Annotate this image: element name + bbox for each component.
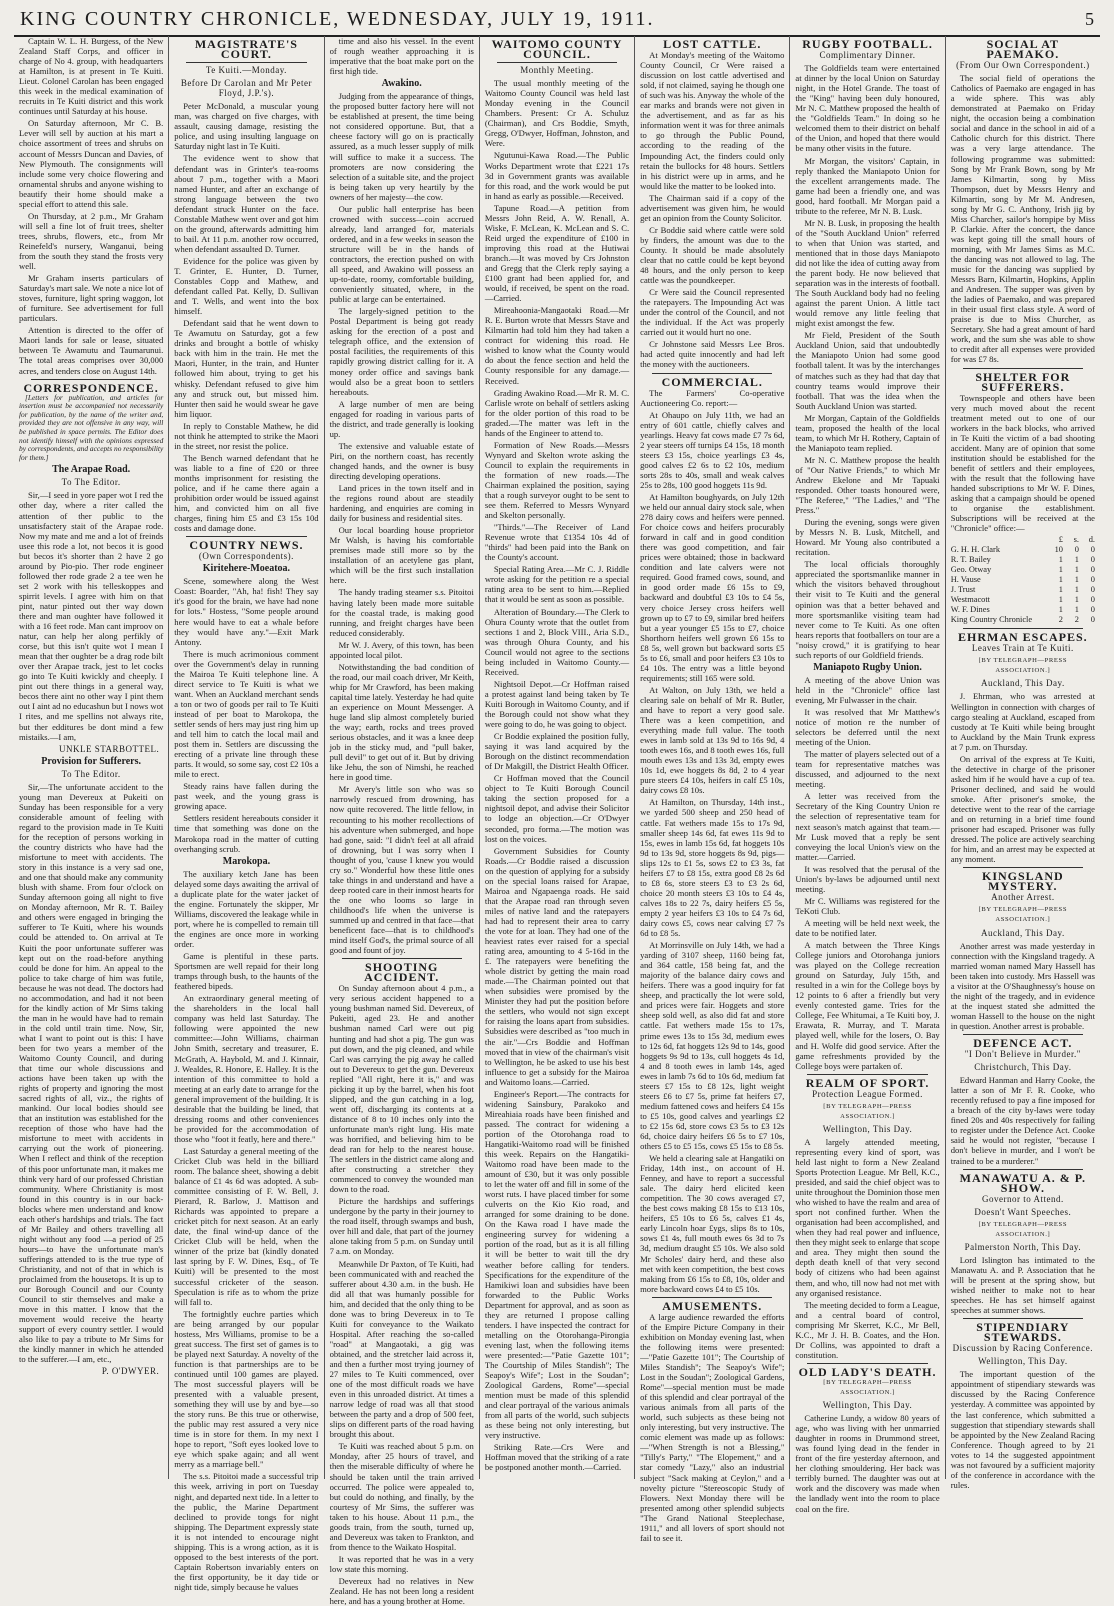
column-6 <box>790 36 945 1514</box>
column-1 <box>14 36 169 1479</box>
pounds-amount: 1 <box>1058 555 1063 565</box>
article-paragraph: Cr Hoffman moved that the Council object to Te Kuiti Borough Council taking the section proposed for a nightsoil depot, and advise their Solicitor to lodge an objection.—Cr O'Dwyer seconded, pro forma.—The motion was lost on the voices. <box>484 773 630 844</box>
article-paragraph: At Morrinsville on July 14th, we had a yarding of 3107 sheep, 1160 being fat, and 364 cattle, 158 being fat, and the majority of the balance dairy cows and heifers. There was a good inquiry for fat sheep, and practically the lot were sold, and prices were fair. Hoggets and store sheep sold well, as also did fat and store cattle. Fat wethers made 15s to 17s, prime ewes 13s to 15s 3d, medium ewes to 12s 6d, fat hoggets 12s 9d to 14s, good hoggets 9s 9d to 13s, cull hoggets 4s 1d, 4 and 8 tooth ewes in lamb 14s, aged ewes in lamb 7s 6d to 10s 6d, medium fat steers £7 15s to £8 12s, light weight steers £6 to £7 5s, prime fat heifers £7, medium fattened cows and heifers £4 15s to £5 10s, good calves and yearlings £2 to £2 15s 6d, store cows £3 5s to £3 12s 6d, choice dairy heifers £6 5s to £7 10s, others £5 to £5 15s, cows £5 15s to £8 5s. <box>640 940 785 1152</box>
article-paragraph: In reply to Constable Mathew, he did not think he attempted to strike the Maori in the street, nor resist the police. <box>174 420 319 451</box>
pence-amount: 0 <box>1090 575 1095 585</box>
article-paragraph: At Hamilton, on Thursday, 14th inst., we yarded 500 sheep and 250 head of cattle. Fat wethers made 15s to 17s 9d, smaller sheep 14s 6d, fat ewes 11s 9d to 15s, ewes in lamb 15s 6d, fat hoggets 10s 9d to 13s 9d, store hoggets 8s 9d, pigs—slips 12s to £1 5s, sows £2 to £3 3s, fat heifers £7 to £8 15s, extra good £8 2s 6d to £8 6s, store steers £3 to £3 2s 6d, choice 20 month steers £3 10s to £4 4s, calves 18s to 22 7s, dairy heifers £5 5s, empty 2 year heifers £3 10s to £4 7s 6d, dairy cows £5, cows near calving £7 7s 6d to £8 5s. <box>640 797 785 939</box>
section-subheading: Monthly Meeting. <box>520 65 594 76</box>
article-paragraph: The meeting decided to form a League, and a central board of control, comprising Mr Skerret, K.C., Mr Bell, K.C., Mr J. H. B. Coates, and the Hon. Dr Collins, was appointed to draft a constitution. <box>795 1299 940 1360</box>
dateline: Auckland, This Day. <box>980 927 1065 938</box>
district-heading: Marokopa. <box>222 855 271 867</box>
letter-signature: UNKLE STARBOTTEL. <box>59 743 160 754</box>
article-paragraph: The s.s. Pitoitoi made a successful trip this week, arriving in port on Tuesday night, and departed next tide. In a letter to the public, the Marine Department declined to provide tongs for night shipping. The Department expressly state it is not intended to encourage night shipping. This is a wrong action, as it is opposed to the best interests of the port. Captain Robertson invariably enters on the first opportunity, be it day tide or night tide, simply because he values <box>174 1471 319 1592</box>
article-paragraph: Our local boarding house proprietor Mr Walsh, is having his comfortable premises made still more so by the installation of an acetylene gas plant, which will be the first such installation here. <box>329 525 474 586</box>
section-rule <box>963 867 1083 868</box>
article-paragraph: Our public hall enterprise has been crowned with success—coin accrued already, land arranged for, materials ordered, and in a few weeks in season the structure will be in the hands of contractors, the erection pushed on with all speed, and Awakino will possess an up-to-date, roomy, comfortable building, conveniently situated, where, in the public at large can be entertained. <box>329 203 474 305</box>
section-subheading: Another Arrest. <box>991 892 1055 903</box>
pounds-header: £ <box>1058 535 1063 545</box>
article-paragraph: Edward Hanman and Harry Cooke, the latter a son of Mr F. R. Cooke, who recently refused to pay a fine imposed for a breach of the city by-laws were today fined 20s and 40s respectively for failing to register under the Defence Act. Cooke said he would not register, "because I don't believe in murder, and I won't be trained to be a murderer." <box>950 1075 1095 1166</box>
article-paragraph: Formation of New Roads.—Messrs Wynyard and Skelton wrote asking the Council to explain the requirements in the formation of new roads.—The Chairman explained the position, saying that a rough surveyor ought to be sent to see them. Referred to Messrs Wynyard and Skelton personally. <box>484 439 630 521</box>
shillings-amount: 1 <box>1074 585 1079 595</box>
section-rule <box>186 536 306 537</box>
article-paragraph: Picture the hardships and sufferings undergone by the party in their journey to the road itself, through swamps and bush, over hill and dale, that part of the journey alone taking from 5 p.m. on Sunday until 7 a.m. on Monday. <box>329 1196 474 1257</box>
article-paragraph: Striking Rate.—Crs Were and Hoffman moved that the striking of a rate be postponed another month.—Carried. <box>484 1442 630 1473</box>
article-paragraph: An extraordinary general meeting of the shareholders in the local hall company was held last Saturday. The following were appointed the new committee:—John Williams, chairman John Smith, secretary and treasurer, E. McGrath, A. Haybold, M. and J. Kinnair, J. Wealdes, R. Honore, E. Halley. It is the intention of this committee to hold a meeting at an early date to arrange for the general improvement of the building. It is desirable that the building be lined, that dressing rooms and other conveniences be provided for the accommodation of those who "foot it featly, here and there." <box>174 993 319 1144</box>
article-paragraph: Mireahoonia-Mangaotaki Road.—Mr R. E. Burton wrote that Messrs Stave and Kilmartin had told him they had taken a contract for widening this road. He wished to know what the County would do about the fence section and held the County responsible for any damage.—Received. <box>484 305 630 386</box>
letter-body: Sir,—I seed in yore paper wot I red the other day, where a riter called the attention of ther public to the unsatisfactery stait of the Arapae rode. Now my mate and me and a lot of freinds usee this rode a lot, not becos it is good but becos it's shorter than 2 have 2 go around by Pio-pio. Ther rode engineer followed ther rode grade 2 a tee wen he set 2 work with his telleskoppes and spirrit levels. I agree with him on that pint, natur pinted out ther way down there and man oughter have followed it with a 16 feet rode. Man cant improov on natur, can help her along perfikly of corse, but this isn't quite wot I mean I mean that ther oughter be a drag rode bilt over ther Arapae track, jest to let cocks go into Te Kuiti kwickly and cheeply. I pint out there things in a general way, becos there aint no other way I pint them out I aint ad no educashun but I nows wot I rites, and me spellins not always rite, but ther edditures be dont mind a few mistaiks.—I am, <box>19 490 164 742</box>
article-paragraph: Attention is directed to the offer of Maori lands for sale or lease, situated between Te Awamutu and Taumarunui. The total areas comprises over 30,000 acres, and tenders close on August 14th. <box>19 325 164 376</box>
pence-amount: 0 <box>1090 605 1095 615</box>
section-subheading: Discussion by Racing Conference. <box>952 1343 1094 1354</box>
article-paragraph: The local officials thoroughly appreciated the sportsmanlike manner in which the visitors behaved throughout their visit to Te Kuiti and the general opinion was that a better behaved and more sportsmanlike visiting team had never come to Te Kuiti. As one often hears reports that footballers on tour are a "noisy crowd," it is gratifying to hear such reports of our Goldfield friends. <box>795 559 940 660</box>
section-subheading: Complimentary Dinner. <box>819 50 916 61</box>
section-rule <box>807 1074 927 1075</box>
section-heading: DEFENCE ACT. <box>973 1035 1073 1050</box>
column-7 <box>946 36 1100 1490</box>
article-paragraph: Notwithstanding the bad condition of the road, our mail coach driver, Mr Keith, whip for Mr Crawford, has been making capital time lately. Yesterday he had quite an experience on Mount Messenger. A huge land slip almost completely buried the way; earth, rocks and trees proved serious obstacles, and it was a knee deep job in the sticky mud, and "pull baker, pull devil" to get out of it. But by driving like Jehu, the son of Nimshi, he reached here in good time. <box>329 661 474 783</box>
article-paragraph: The auxiliary ketch Jane has been delayed some days awaiting the arrival of a duplicate plate for the water jacket of the engine. Fortunately the skipper, Mr Williams, discovered the leakage while in port, where he is compelled to remain till the engines are once more in working order. <box>174 868 319 949</box>
masthead-title: KING COUNTRY CHRONICLE, WEDNESDAY, JULY 19, 1911. <box>20 8 655 30</box>
section-heading: STIPENDIARY STEWARDS. <box>976 1320 1070 1345</box>
article-paragraph: At Hamilton boughyards, on July 12th we held our annual dairy stock sale, when 278 dairy cows and heifers were penned. For choice cows and heifers procurably forward in calf and in good condition there was good competition, and fair prices were obtained; those in backward condition and late calvers were not required. Good framed cows, sound, and in good order made £6 15s to £9, backward and doubtful £3 10s to £4 5s, very choice Jersey cross heifers well grown up to £7 to £9, similar bred heifers but a year younger £5 15s to £7, choice Shorthorn heifers well grown £6 15s to £8 5s, well grown but backward sorts £5 5s to £6, small and poor heifers £3 10s to £4 10s. The entry was a little beyond requirements; still 165 were sold. <box>640 492 785 683</box>
article-paragraph: Catherine Lundy, a widow 80 years of age, who was living with her unmarried daughter in rooms in Drummond street, was found lying dead in the fender in front of the fire yesterday afternoon, and her clothing smouldering. Her back was terribly burned. The daughter was out at work and the discovery was made when the landlady went into the room to place coal on the fire. <box>795 1413 940 1514</box>
article-paragraph: Mr C. Williams was registered for the TeKoti Club. <box>795 895 940 916</box>
section-heading: COMMERCIAL. <box>661 374 763 389</box>
article-paragraph: Special Rating Area.—Mr C. J. Riddle wrote asking for the petition re a special rating area to be sent to him.—Replied that it would be sent as soon as possible. <box>484 564 630 605</box>
page-number: 5 <box>1085 9 1094 29</box>
subscription-rows <box>951 545 1095 625</box>
pounds-amount: 1 <box>1058 575 1063 585</box>
section-subheading: (From Our Own Correspondent.) <box>956 60 1090 71</box>
editorial-note: [Letters for publication, and articles for insertion must be accompanied not necessarily for publication, by the name of the writer and, provided they are not offensive in any way, will be published in space permits. The Editor does not identify himself with the opinions expressed by correspondents, and accepts no responsibility for them.] <box>19 392 164 462</box>
pounds-amount: 1 <box>1058 565 1063 575</box>
article-paragraph: The Goldfields team were entertained at dinner by the local Union on Saturday night, in the Hotel Grande. The toast of the "King" having been duly honoured, Mr N. C. Matthew proposed the health of the "Goldfields Team." In doing so he welcomed them to their district on behalf of the Union, and hoped that there would be many other visits in the future. <box>795 63 940 154</box>
letter-heading: Provision for Sufferers. <box>41 755 141 767</box>
section-subheading: Protection League Formed. <box>812 1088 923 1099</box>
column-5 <box>635 36 790 1543</box>
pence-amount: 0 <box>1090 555 1095 565</box>
article-paragraph: On Saturday afternoon, Mr C. B. Lever will sell by auction at his mart a choice assortment of trees and shrubs on account of Messrs Duncan and Davies, of New Plymouth. The consignments will include some very choice flowering and ornamental shrubs and anyone wishing to beautify their home should make a special effort to attend this sale. <box>19 118 164 209</box>
shillings-header: s. <box>1073 535 1079 545</box>
article-paragraph: During the evening, songs were given by Messrs N. B. Lusk, Mitchell, and Howard. Mr Young also contributed a recitation. <box>795 517 940 558</box>
shillings-amount: 1 <box>1074 605 1079 615</box>
article-paragraph: Tapune Road.—A petition from Messrs John Reid, A. W. Renall, A. Wiske, F. McLean, K. McLean and S. C. Reid urged the expenditure of £100 in improving this road at the Hutiwai branch.—It was moved by Crs Johnston and Gregg that the Clerk reply saying a £100 grant had been applied for, and would, if received, be spent on the road.—Carried. <box>484 202 630 304</box>
district-heading: Awakino. <box>381 78 422 90</box>
article-paragraph: Mr Morgan, Captain of the Goldfields team, proposed the health of the local team, to which Mr H. Rothery, Captain of the Maniapoto team replied. <box>795 412 940 453</box>
article-paragraph: time and also his vessel. In the event of rough weather approaching it is imperative that the boat make port on the first high tide. <box>329 36 474 77</box>
article-paragraph: Cr Were said the Council represented the ratepayers. The Impounding Act was under the control of the Council, and not the individual. If the Act was properly carried out it would hurt no one. <box>640 287 785 338</box>
section-rule <box>963 1169 1083 1170</box>
section-heading: CORRESPONDENCE. <box>23 380 159 395</box>
subscriber-name: H. Vause <box>950 575 981 585</box>
masthead <box>14 8 1100 37</box>
article-paragraph: Mr Morgan, the visitors' Captain, in reply thanked the Maniapoto Union for the excellent arrangements made. The game had been a friendly one, and was good, hard football. Mr Morgan paid a tribute to the referee, Mr N. B. Lusk. <box>795 155 940 216</box>
section-rule <box>652 1297 772 1298</box>
article-paragraph: The evidence went to show that defendant was in Grinter's tea-rooms about 7 p.m., together with a Maori named Hunter, and after an exchange of strong language between the two defendant struck Hunter on the face. Constable Mathew went over and got him on the ground, afterwards admitting him to bail. At 11 p.m. another row occurred, when defendant assaulted D. Turner. <box>174 153 319 254</box>
section-heading: COUNTRY NEWS. <box>189 538 304 553</box>
subscriber-name: King Country Chronicle <box>950 615 1033 625</box>
letter-body: Sir,—The unfortunate accident to the young man Devereux at Pukeiti on Sunday has been responsible for a very considerable amount of feeling with regard to the provision made in Te Kuiti for the reception of persons working in the country districts who have had the misfortune to meet with accidents. The story in this instance is a very sad one, and one that should make any community blush with shame. From four o'clock on Sunday afternoon going all night to five on Monday afternoon, Mr R. T. Bailey and others were engaged in bringing the sufferer to Te Kuiti, where his wounds could be attended to. On arrival at Te Kuiti the poor unfortunate sufferer was kept out on the road-before anything could be done for him. An appeal to the police to take charge of him was futile, because he was not dead. The doctors had no accommodation, and had it not been for the kindly action of Mr Sims taking the man in he would have had to remain in the cold until train time. Now, Sir, what I want to point out is this: I have been for two years a member of the Waitomo County Council, and during that time our whole discussions and actions have been taken up with the rights of property and ignoring the most sacred rights of all, viz., the rights of mankind. Our local bodies should see that an institution was established for the reception of those who have had the misfortune to meet with accidents in carrying out the work of pioneering. When I reflect and think of the reception of this poor unfortunate man, it makes me think very hard of our professed Christian community. Where Christianity is most found in this country is in our back-blocks where men understand and know each other's hardships and trials. The fact of Mr Bailey and others travelling all night without any food —a period of 25 hours—to have the unfortunate man's sufferings attended to is the true type of Christianity, and not of that in which is proclaimed from the housetops. It is up to our Borough Council and our County Council to stir themselves and make a move in this matter. I know that the movement would receive the hearty support of every country settler. I would also like to pay a tribute to Mr Sims for the kindly manner in which he attended to the sufferer.—I am, etc., <box>19 781 164 1365</box>
shillings-amount: 1 <box>1074 595 1079 605</box>
article-paragraph: Judging from the appearance of things, the proposed butter factory here will not be established at present, the time being not considered opportune. But, that a cheese factory will go on is practically assured, as a much lesser supply of milk will suffice to make it a success. The promoters are now considering the selection of a suitable site, and the project is being taken up very heartily by the owners of her majesty—the cow. <box>329 91 474 202</box>
article-paragraph: Last Saturday a general meeting of the Cricket Club was held in the billiard room. The balance sheet, showing a debit balance of £1 4s 6d was adopted. A sub-committee consisting of F. W. Bell, J. Pierard, R. Barlow, J. Mattison and Richards was appointed to prepare a cricket pitch for next season. At an early date, the final wind-up dance of the Cricket Club will be held, when the winner of the prize bat (kindly donated last spring by F. W. Dines, Esq., of Te Kuiti) will be presented to the most successful cricketer of the season. Speculation is rife as to whom the prize will fall to. <box>174 1145 319 1307</box>
columns <box>14 36 1100 1606</box>
article-paragraph: Engineer's Report.—The contracts for widening Sainsbury, Parakoko and Mireahiaia roads have been finished and passed. The contract for widening a portion of the Otorohanga road to Hangatiki-Waitomo road will be finished this week. Repairs on the Hangatiki-Waitomo road have been made to the amount of £30, but it was only possible to let the water off and fill in some of the worst ruts. I have placed timber for some culverts on the Kio Kio road, and arranged for some draining to be done. On the Kawa road I have made the engineering survey for widening a portion of the road, but as it is all filling it will be better to wait till the dry weather before calling for tenders. Specifications for the expenditure of the Hamikiwi loan and subsidies have been forwarded to the Public Works Department for approval, and as soon as they are returned I propose calling tenders. I have inspected the contract for metalling on the Otorohanga-Pirongia evening last, when the following items were presented:—"Patie Gazette 101"; The Courtship of Miles Standish"; The Seapoy's Wife"; Lost in the Soudan"; Zoological Gardens, Rome"—special mention must be made of this splendid and clear portrayal of the various animals from all parts of the world, such subjects as these being not only interesting, but very instructive. <box>484 1088 630 1441</box>
letter-addressee: To The Editor. <box>61 477 121 488</box>
subscription-list <box>951 535 1095 625</box>
subscription-row <box>951 555 1095 565</box>
article-paragraph: Grading Awakino Road.—Mr R. M. C. Carlisle wrote on behalf of settlers asking for the older portion of this road to be graded.—The matter was left in the hands of the Engineer to attend to. <box>484 387 630 438</box>
shillings-amount: 0 <box>1074 545 1079 555</box>
article-paragraph: A largely attended meeting, representing every kind of sport, was held last night to form a New Zealand Sports Protection League. Mr Bell, K.C., presided, and said the chief object was to unite throughout the Dominion those men who wished to have the realm and area of sport not confined further. When the organisation had been accomplished, and when they had real power and influence, then they might seek to enlarge that scope and area. They might then sound the depth death knell of that very second body of citizens who had been against them, and who, till now had not met with any organised resistance. <box>795 1136 940 1298</box>
article-paragraph: Te Kuiti was reached about 5 p.m. on Monday, after 25 hours of travel, and then the miserable difficulty of where he should be taken until the train arrived occurred. The police were appealed to, but could do nothing, and finally, by the courtesy of Mr Sims, the sufferer was taken to his house. About 11 p.m., the goods train, from the south, turned up, and Devereux was taken to Frankton, and from thence to the Waikato Hospital. <box>329 1441 474 1552</box>
article-paragraph: Townspeople and others have been very much moved about the recent treatment meted out to one of our workers in the back blocks, who arrived in Te Kuiti the victim of a bad shooting accident. Many are of opinion that some institution should be established for the benefit of settlers and their employees, with the result that the following have handed subscriptions to Mr W. F. Dines, asking that a campaign should be opened to organise the establishment. Subscriptions will be received at the "Chronicle" office:— <box>950 392 1095 534</box>
section-rule <box>186 62 306 63</box>
article-paragraph: The usual monthly meeting of the Waitomo County Council was held last Monday evening in the Council Chambers. Present: Cr A. Schuluz (Chairman), and Crs Boddie, Smyth, Gregg, O'Dwyer, Hoffman, Johnston, and Were. <box>484 78 630 149</box>
subscription-row <box>951 615 1095 625</box>
pounds-amount: 10 <box>1054 545 1063 555</box>
section-rule <box>652 373 772 374</box>
article-paragraph: Mr W. J. Avery, of this town, has been appointed local pilot. <box>329 639 474 660</box>
article-paragraph: Ngutunui-Kawa Road.—The Public Works Department wrote that £221 17s 3d in Government grants was available for this road, and the work would be put in hand as early as possible.—Received. <box>484 150 630 201</box>
subscription-row <box>951 585 1095 595</box>
pounds-amount: 1 <box>1058 605 1063 615</box>
pence-amount: 0 <box>1090 615 1095 625</box>
article-paragraph: It was reported that he was in a very low state this morning. <box>329 1553 474 1574</box>
subscriber-name: J. Trust <box>950 585 976 595</box>
article-paragraph: Devereux had no relatives in New Zealand. He has not been long a resident here, and has a young brother at Home. <box>329 1575 474 1606</box>
section-subheading: Te Kuiti.—Monday. <box>205 65 287 76</box>
district-heading: Kiritehere-Moeatoa. <box>202 563 291 575</box>
section-rule <box>342 958 462 959</box>
article-paragraph: It was resolved that Mr Matthew's notice of motion re the number of selectors be deferred until the next meeting of the Union. <box>795 707 940 748</box>
section-heading: SHELTER FOR SUFFERERS. <box>975 369 1071 394</box>
article-paragraph: Alteration of Boundary.—The Clerk to Ohura County wrote that the outlet from sections 1 and 2, Block VIII., Aria S.D., was through Ohura County, and his Council would not agree to the sections being included in Waitomo County.—Received. <box>484 606 630 677</box>
article-paragraph: A large number of men are being engaged for roading in various parts of the district, and trade generally is looking up. <box>329 398 474 439</box>
subscription-row <box>951 595 1095 605</box>
article-paragraph: On Thursday, at 2 p.m., Mr Graham will sell a fine lot of fruit trees, shelter trees, shrubs, flowers, etc., from Mr Reinefeld's nursery, Wanganui, being from the south they stand the frosts very well. <box>19 210 164 272</box>
article-paragraph: Evidence for the police was given by T. Grinter, E. Hunter, D. Turner, Constables Copp and Mathew, and defendant called Pat. Kelly, D. Sullivan and T. Wells, and went into the box himself. <box>174 255 319 317</box>
article-paragraph: At Ohaupo on July 11th, we had an entry of 601 cattle, chiefly calves and yearlings. Heavy fat cows made £7 7s 6d, 2 year steers off turnips £4 15s, 18 month steers £3 15s, choice yearlings £3 4s, good calves £2 6s to £2 10s, medium sorts 28s to 40s, small and weak calves 25s to 28s, 100 good hoggets 11s 9d. <box>640 409 785 490</box>
section-heading: KINGSLAND MYSTERY. <box>981 869 1064 894</box>
pence-header: d. <box>1088 535 1095 545</box>
dateline: Wellington, This Day. <box>978 1356 1068 1367</box>
pounds-amount: 1 <box>1058 595 1063 605</box>
pence-amount: 0 <box>1090 595 1095 605</box>
letter-signature: P. O'DWYER. <box>101 1366 160 1377</box>
wire-credit: [BY TELEGRAPH—PRESS ASSOCIATION.] <box>823 1102 912 1120</box>
letter-addressee: To The Editor. <box>61 768 121 779</box>
wire-credit: [BY TELEGRAPH—PRESS ASSOCIATION.] <box>978 906 1068 924</box>
article-paragraph: J. Ehrman, who was arrested at Wellington in connection with charges of cargo stealing at Auckland, escaped from custody at Te Kuiti while being brought to Auckland by the Main Trunk express at 7 p.m. on Thursday. <box>950 691 1095 752</box>
shillings-amount: 2 <box>1074 615 1079 625</box>
subscription-header-row <box>951 535 1095 545</box>
article-paragraph: The largely-signed petition to the Postal Department is being got ready asking for the erection of a post and telegraph office, and the extension of postal facilities, the requirements of this rapidly growing district calling for it. A money order office and savings bank would also be a great boon to settlers hereabouts. <box>329 306 474 397</box>
article-paragraph: The handy trading steamer s.s. Pitoitoi having lately been made more suitable for the coastal trade, is making good running, and freight charges have been reduced considerably. <box>329 587 474 638</box>
section-heading: REALM OF SPORT. <box>805 1075 930 1090</box>
article-paragraph: Land prices in the town itself and in the regions round about are steadily hardening, and enquiries are coming in daily for business and residential sites. <box>329 483 474 524</box>
article-paragraph: The important question of the appointment of stipendiary stewards was discussed by the Racing Conference yesterday. A committee was appointed by the last conference, which submitted a suggestion that stipendiary stewards shall be appointed by the New Zealand Racing Conference. Though agreed to by 21 votes to 14 the suggested appointment was not favoured by a sufficient majority of the conference in accordance with the rules. <box>950 1369 1095 1490</box>
article-paragraph: Mr Graham inserts particulars of Saturday's mart sale. We note a nice lot of stoves, furniture, light spring waggon, lot of furniture. See advertisement for full particulars. <box>19 273 164 324</box>
article-paragraph: Cr Johnstone said Messrs Lee Bros. had acted quite innocently and had left the money with the auctioneers. <box>640 339 785 370</box>
article-paragraph: Another arrest was made yesterday in connection with the Kingsland tragedy. A married woman named Mary Hassell has been taken into custody. Mrs Hassell was a visitor at the O'Shaughnessy's house on the night of the tragedy, and in evidence at the inquest stated she admitted the woman Hassell to the house on the night in question. Another arrest is probable. <box>950 940 1095 1031</box>
section-rule <box>497 62 617 63</box>
section-rule <box>963 628 1083 629</box>
subscription-row <box>951 545 1095 555</box>
subscriber-name: W. F. Dines <box>950 605 990 615</box>
article-paragraph: Meanwhile Dr Paxton, of Te Kuiti, had been communicated with and reached the sufferer about 4.30 a.m. in the bush. He did all that was humanly possible for him, and decided that the only thing to be done was to bring Devereux in to Te Kuiti for conveyance to the Waikato Hospital. After reaching the so-called "road" at Mangaotaki, a gig was obtained, and the stretcher laid across it, and then a further most trying journey of 27 miles to Te Kuiti commenced, over one of the most difficult roads we have even in this unroaded district. At times a narrow ledge of road was all that stood between the party and a drop of 500 feet, slips on different parts of the road having brought this about. <box>329 1258 474 1440</box>
section-heading: AMUSEMENTS. <box>662 1298 763 1313</box>
section-subheading: Leaves Train at Te Kuiti. <box>971 643 1074 654</box>
article-paragraph: At Monday's meeting of the Waitomo County Council, Cr Were raised a discussion on lost cattle advertised and sold, if not claimed, saying he though one of such was his. Anyway the whole of the ear marks and brands were not given in the advertisement, and as far as his information went it was for three animals to go through the Public Pound, according to the reading of the Impounding Act, the finders could only retain the bullocks for 48 hours. Settlers in his district were up in arms, and he would like the matter to be looked into. <box>640 50 785 191</box>
section-subheading: Governor to Attend. <box>981 1193 1064 1204</box>
article-paragraph: Cr Boddie said where cattle were sold by finders, the amount was due to the County. It should be made absolutely clear that no cattle could be kept beyond 48 hours, and the only person to keep cattle was the poundkeeper. <box>640 224 785 286</box>
subscriber-name: G. H. H. Clark <box>950 545 1001 555</box>
article-paragraph: A letter was received from the Secretary of the King Country Union re the selection of representative team for next season's match against that team.—Mr Lusk moved that a reply be sent conveying the local Union's view on the matter.—Carried. <box>795 791 940 862</box>
pence-amount: 0 <box>1090 565 1095 575</box>
article-paragraph: Settlers resident hereabouts consider it time that something was done on the Marokopa road in the matter of cutting overhanging scrub. <box>174 813 319 854</box>
subscription-row <box>951 575 1095 585</box>
section-subheading: "I Don't Believe in Murder." <box>964 1049 1081 1060</box>
article-paragraph: "Thirds."—The Receiver of Land Revenue wrote that £1354 10s 4d of "thirds" had been paid into the Bank on the County's account. <box>484 522 630 563</box>
article-paragraph: Nightsoil Depot.—Cr Hoffman raised a protest against land being taken by Te Kuiti Borough in Waitomo County, and if the Borough could not show what they were going to do, he was going to object. <box>484 678 630 730</box>
section-heading: SHOOTING ACCIDENT. <box>364 960 440 985</box>
article-paragraph: Mr N. B. Lusk, in proposing the health of the "South Auckland Union" referred to when that Union was started, and mentioned that in those days Maniapoto did not like the idea of cutting away from the parent body. He now believed that separation was in the interests of football. The South Auckland body had no feeling against the parent Union. A little tact would remove any little feeling that might exist amongst the few. <box>795 217 940 329</box>
court-bench: Before Dr Carolan and Mr Peter Floyd, J.P.'s). <box>180 78 313 99</box>
dateline: Wellington, This Day. <box>822 1400 913 1411</box>
article-paragraph: There is much acrimonious comment over the Government's delay in running the Mairoa Te Kuiti telephone line. A direct service to Te Kuiti is what we want. When an Auckland merchant sends a ton or two of goods per rail to Te Kuiti instead of per boat to Marokopa, the settler sends of hers may just ring him up and tell him to catch the local mail and post them in. Settlers are discussing the erecting of a private line through these parts. It would, so some say, cost £2 10s a mile to erect. <box>174 648 319 780</box>
section-heading: EHRMAN ESCAPES. <box>957 630 1088 645</box>
article-paragraph: At Walton, on July 13th, we held a clearing sale on behalf of Mr R. Butler, and have to report a very good sale. There was a keen competition, and everything made full value. The tooth ewes in lamb sold at 13s 9d to 16s 9d, 4 tooth ewes 16s, and 8 tooth ewes 16s, full mouth ewes 13s and 13s 3d, empty ewes 10s 1d, ewe hoggets 8s 8d, 2 to 4 year pure steers £4 10s, heifers in calf £5 10s, dairy cows £8 10s. <box>640 684 785 796</box>
article-paragraph: A match between the Three Kings College juniors and Otorohanga juniors was played on the College recreation ground on Saturday, July 15th, and resulted in a win for the College boys by 12 points to 6 after a friendly but very evenly contested game. Tries for the College, Fee Whitumai, a Te Kuiti boy, J. Erawata, R. Murray, and T. Marata played well, while for the losers, O. Bay and H. Wolfe did good service. After the game refreshments provided by the College boys were partaken of. <box>795 940 940 1071</box>
article-paragraph: Lord Islington has intimated to the Manawatu A. and P. Association that he will be present at the spring show, but wished neither to make not to hear speeches. He has set himself against speeches at summer shows. <box>950 1254 1095 1316</box>
article-paragraph: Captain W. L. H. Burgess, of the New Zealand Staff Corps, and officer in charge of No 4. group, with headquarters at Hamilton, is at present in Te Kuiti. Lieut. Colonel Carolan has been engaged this week in the medical examination of recruits in Te Kuiti district and this work continues until Saturday at his house. <box>19 36 164 117</box>
article-paragraph: On arrival of the express at Te Kuiti, the detective in charge of the prisoner asked him if he would have a cup of tea. Prisoner declined, and said he would smoke. After prisoner's smoke, the detective went to the rear of the carriage and on returning in a brief time found prisoner had escaped. Prisoner was fully dressed. The police are actively searching for him, and an arrest may be expected at any moment. <box>950 753 1095 865</box>
article-paragraph: Scene, somewhere along the West Coast: Boarder, "Ah, ha! fish! They say it's good for the brain, we have had none for lots." Hostess, "Some people around here would have to eat a whale before they would have any."—Exit Mark Antony. <box>174 576 319 647</box>
dateline: Christchurch, This Day. <box>974 1062 1072 1073</box>
section-subheading: Maniapoto Rugby Union. <box>813 661 922 673</box>
article-paragraph: On Sunday afternoon about 4 p.m., a very serious accident happened to a young bushman named Sid. Devereux, of Pukeiti, aged 23. He and another bushman named Carl were out pig hunting and had shot a pig. The gun was put down, and the pig cleaned, and while Carl was carrying the pig away he called out to Devereux to get the gun. Devereux replied "All right, here it is," and was picking it up by the barrel, when his foot slipped, and the gun catching in a log, went off, discharging its contents at a distance of 8 to 10 inches only into the unfortunate man's right lung. His mate was horrified, and believing him to be dead ran for help to the nearest house. The settlers in the district came along and after constructing a stretcher they commenced to convey the wounded man down to the road. <box>329 983 474 1195</box>
shillings-amount: 1 <box>1074 555 1079 565</box>
article-paragraph: Game is plentiful in these parts. Sportsmen are well repaid for their long tramps through bush, to the haunts of the feathered bipeds. <box>174 951 319 992</box>
article-paragraph: The extensive and valuable estate of Piri, on the northern coast, has recently changed hands, and the owner is busy directing developing operations. <box>329 440 474 481</box>
article-paragraph: Defendant said that he went down to Te Awamutu on Saturday, got a few drinks and brought a bottle of whisky back with him in the train. He met the Maori, Hunter, in the train, and Hunter followed him about, trying to get his whisky. Defendant refused to give him any and struck out, but missed him. Hunter then said he would swear he gave him liquor. <box>174 318 319 419</box>
article-paragraph: A meeting will be held next week, the date to be notified later. <box>795 917 940 938</box>
shillings-amount: 1 <box>1074 565 1079 575</box>
article-paragraph: The fortnightly euchre parties which are being arranged by our popular hostess, Mrs Williams, promise to be a great success. The first set of games is to be played next Saturday. A novelty of the function is that partnerships are to be continued until 100 games are played. The most successful players will be presented with a valuable present, something they will use by and bye—so the story runs. Be this true or otherwise, the public may rest assured a very nice time is in store for them. In my next I hope to report, "Soft eyes looked love to eye which spake again; and all went merry as a marriage bell." <box>174 1308 319 1470</box>
section-heading: SOCIAL AT PAEMAKO. <box>986 37 1060 62</box>
dateline: Auckland, This Day. <box>980 678 1065 689</box>
pounds-amount: 1 <box>1058 585 1063 595</box>
article-paragraph: Mr Field, President of the South Auckland Union, said that undoubtedly the Maniapoto Union had some good football talent. It was by the interchanges of matches such as they had that day that country teams would improve their football. That was the idea when the South Auckland Union was started. <box>795 330 940 411</box>
article-paragraph: We held a clearing sale at Hangatiki on Friday, 14th inst., on account of H. Fenney, and have to report a successful sale. The dairy herd elicited keen competition. The 30 cows averaged £7, the best cows making £8 15s to £13 10s, heifers, £5 10s to £6 5s, calves £1 4s, early Lincoln hoar £ygs, slips 8s to 10s, sows £1 4s, full mouth ewes 6s 3d to 7s 3d, medium draught £5 10s. We also sold Mr Scholes' dairy herd, and these also met with keen competition, the best cows making from £6 15s to £8, 10s, older and more backward cows £4 to £5 10s. <box>640 1153 785 1294</box>
section-rule <box>963 1318 1083 1319</box>
column-2 <box>169 36 324 1592</box>
section-rule <box>31 379 151 380</box>
section-heading: MANAWATU A. & P. SHOW. <box>959 1170 1086 1195</box>
shillings-amount: 1 <box>1074 575 1079 585</box>
article-paragraph: The social field of operations the Catholics of Paemako are engaged in has a wide sphere. This was ably demonstrated at Paemako on Friday night, the occasion being a combination social and dance in the school in aid of a Catholic church for this district. There was a very large attendance. The following programme was submitted: Song by Mr Frank Bown, song by Mr James Kilmartin, song by Miss Thompson, duet by Messrs Henry and Kilmartin, song by Mr M. Andresen, song by Mr G. C. Anthony, Irish jig by Miss Charcher, sailor's hornpipe by Miss P. Clarkie. After the concert, the dance was kept going till the small hours of morning, with Mr James Sims as M.C. the dancing was not allowed to lag. The music for the dancing was supplied by Messrs Barn, Kilmartin, Hopkins, Applin and Andresen. The supper was given by the ladies of Paemako, and was prepared in their usual first class style. A word of praise is due to Miss Churcher, as Secretary. She had a great amount of hard work, and the sum she was able to show to credit after all expenses were provided for was £7 8s. <box>950 73 1095 365</box>
article-paragraph: The Farmers' Co-operative Auctioneering Co. report:— <box>640 387 785 408</box>
article-paragraph: The matter of players selected out of a team for representative matches was discussed, and adjourned to the next meeting. <box>795 749 940 790</box>
section-heading: RUGBY FOOTBALL. <box>802 37 933 51</box>
letter-heading: The Arapae Road. <box>52 464 131 476</box>
dateline: Wellington, This Day. <box>822 1123 913 1134</box>
section-rule <box>963 1034 1083 1035</box>
article-paragraph: Government Subsidies for County Roads.—Cr Boddie raised a discussion on the question of applying for a subsidy on the special loans raised for Arapae, Mairoa and Ngapaenga roads. He said that the Arapae road ran through seven miles of native land and the ratepayers had had to represent their area to carry the vote for at loan. They had one of the heaviest rates ever raised for a special rating area, amounting to 4 5-16d in the £. The ratepayers were benefiting the whole district by getting the main road made.—The Chairman pointed out that when subsidies were promised by the Minister they had put the position before the settlers, who would not sign except for raising the loans apart from subsidies. Subsidies were described as "too much in the air."—Crs Boddie and Hoffman moved that in view of the chairman's visit to Wellington, he be asked to use his best influence to get a subsidy for the Mairoa and Waitomo loans.—Carried. <box>484 845 630 1087</box>
dateline: Palmerston North, This Day. <box>964 1241 1082 1252</box>
wire-credit: [BY TELEGRAPH—PRESS ASSOCIATION.] <box>823 1378 912 1396</box>
subscriber-name: Geo. Otway <box>950 565 992 575</box>
article-paragraph: The Chairman said if a copy of the advertisement was given him, he would get an opinion from the County Solicitor. <box>640 192 785 223</box>
column-4 <box>480 36 635 1479</box>
pounds-amount: 2 <box>1058 615 1063 625</box>
article-paragraph: A large audience rewarded the efforts of the Empire Picture Company in their exhibition on Monday evening last, when the following items were presented:—"Patie Gazette 101"; The Courtship of Miles Standish"; The Seapoy's Wife"; Lost in the Soudan"; Zoological Gardens, Rome"—special mention must be made of this splendid and clear portrayal of the various animals from all parts of the world, such subjects as these being not only interesting, but very instructive. The comic element was made up as follows:—"When Strength is not a Blessing," "Tilly's Party," "The Elopement," and a star comedy "Lazy," also an industrial subject "Sack making at Ceylon," and a novelty picture "Stereoscopic Study of Flowers. Next Monday there will be presented among other splendid subjects "The Grand National Steeplechase, 1911," and all lovers of sport should not fail to see it. <box>640 1311 785 1543</box>
subscription-row <box>951 565 1095 575</box>
section-rule <box>807 1363 927 1364</box>
section-subheading: Doesn't Want Speeches. <box>974 1206 1072 1217</box>
article-paragraph: It was resolved that the perusal of the Union's by-laws be adjourned until next meeting. <box>795 863 940 894</box>
pence-amount: 0 <box>1090 585 1095 595</box>
article-paragraph: Mr Avery's little son who was so narrowly rescued from drowning, has now quite recovered. The little fellow, in recounting to his mother recollections of his adventure when submerged, and hope had gone, said: "I didn't feel at all afraid of drowning, but I was sorry when I thought of you, 'cause I knew you would cry so." Wonderful how these little ones take things in and understand and have a deep rooted care in their inmost hearts for the one who looms so large in childhood's life when the universe is summed up and centred in that face—that beneficent face—that is to childhood's mind itself God's, the primal source of all good and fount of joy. <box>329 784 474 956</box>
article-paragraph: Cr Boddie explained the position fully, saying it was land acquired by the Borough on the distinct recommendation of Dr Makgill, the District Health Officer. <box>484 731 630 772</box>
article-paragraph: Steady rains have fallen during the past week, and the young grass is growing apace. <box>174 781 319 812</box>
subscription-row <box>951 605 1095 615</box>
article-paragraph: Mr N. C. Matthew propose the health of "Our Native Friends," to which Mr Andrew Ekelone and Mr Tapuaki responded. Other toasts honoured were, "The Referee," "The Ladies," and "The Press." <box>795 454 940 516</box>
section-heading: OLD LADY'S DEATH. <box>798 1364 937 1379</box>
section-subheading: (Own Correspondents). <box>198 551 294 562</box>
column-3 <box>325 36 480 1606</box>
wire-credit: [BY TELEGRAPH—PRESS ASSOCIATION.] <box>978 657 1068 675</box>
section-heading: LOST CATTLE. <box>663 37 762 51</box>
article-paragraph: A meeting of the above Union was held in the "Chronicle" office last evening, Mr Fulwasser in the chair. <box>795 674 940 705</box>
article-paragraph: Peter McDonald, a muscular young man, was charged on five charges, with assault, causing damage, resisting the police, and using insulting language on Saturday night last in Te Kuiti. <box>174 101 319 152</box>
article-paragraph: The Bench warned defendant that he was liable to a fine of £20 or three months imprisonment for resisting the police, and if he came there again a prohibition order would be issued against him, and convicted him on all five charges, fining him £5 and £3 15s 10d costs and damage done. <box>174 452 319 534</box>
subscriber-name: R. T. Bailey <box>950 555 991 565</box>
section-rule <box>963 368 1083 369</box>
section-heading: MAGISTRATE'S COURT. <box>194 37 298 62</box>
pence-amount: 0 <box>1090 545 1095 555</box>
subscriber-name-header <box>951 535 1047 545</box>
wire-credit: [BY TELEGRAPH—PRESS ASSOCIATION.] <box>978 1220 1068 1238</box>
section-heading: WAITOMO COUNTY COUNCIL. <box>491 37 623 62</box>
subscriber-name: Westmacott <box>950 595 991 605</box>
